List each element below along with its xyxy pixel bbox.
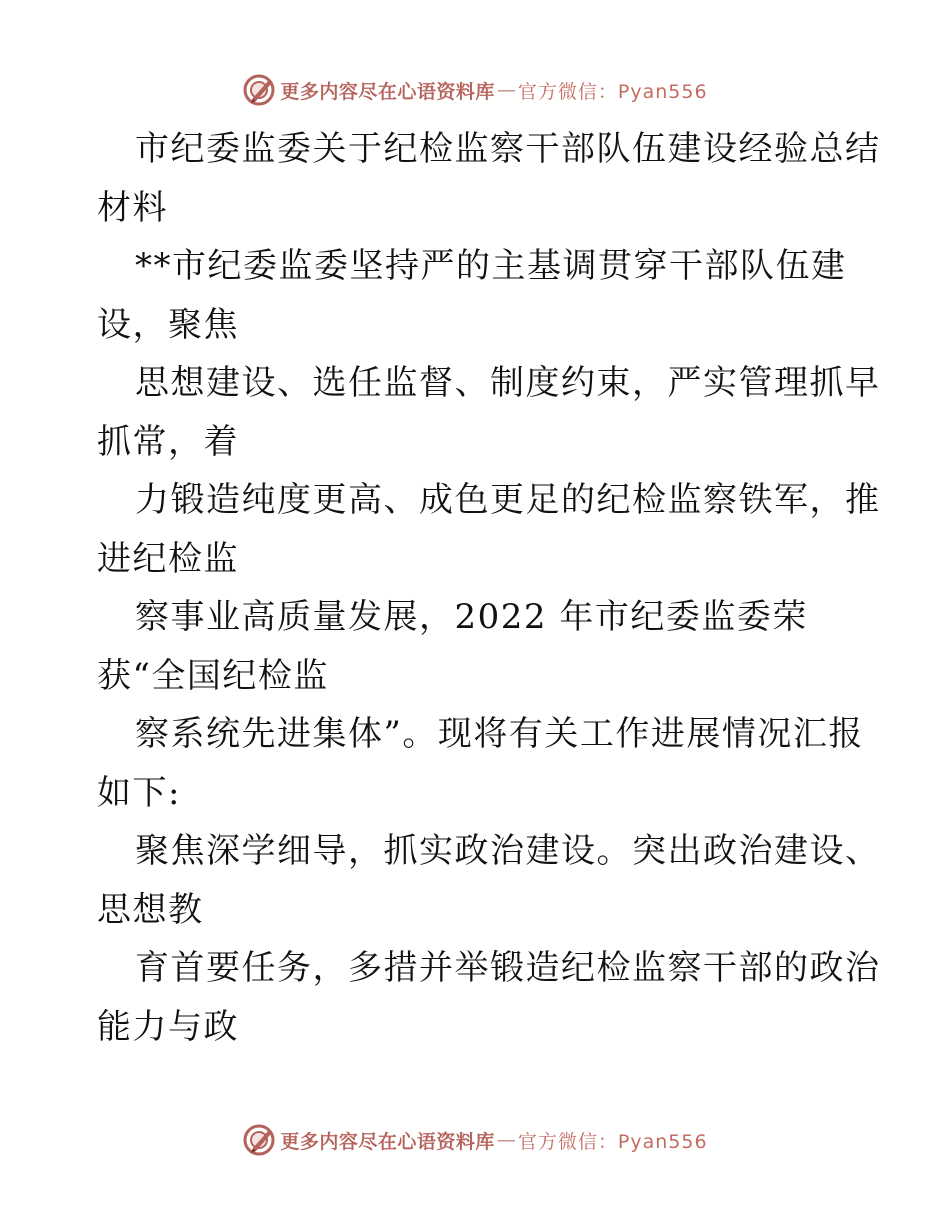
document-body — [97, 120, 881, 1056]
watermark-separator: — — [496, 1129, 516, 1151]
text-line: 材料 — [97, 187, 168, 228]
text-line: 如下: — [97, 772, 181, 813]
text-line: **市纪委监委坚持严的主基调贯穿干部队伍建 — [135, 246, 847, 286]
text-line: 获“全国纪检监 — [97, 655, 329, 696]
pen-logo-icon — [242, 73, 276, 107]
header-watermark — [0, 70, 950, 110]
watermark-official: 官方微信：Pyan556 — [517, 80, 708, 103]
text-line: 思想教 — [97, 889, 204, 930]
text-line: 育首要任务，多措并举锻造纪检监察干部的政治 — [135, 948, 881, 988]
text-line: 设，聚焦 — [97, 304, 239, 345]
watermark-text: 更多内容尽在心语资料库 — [280, 80, 495, 103]
text-line: 思想建设、选任监督、制度约束，严实管理抓早 — [135, 363, 881, 403]
text-line: 察系统先进集体”。现将有关工作进展情况汇报 — [135, 714, 864, 754]
text-line: 抓常，着 — [97, 421, 239, 462]
watermark-text: 更多内容尽在心语资料库 — [280, 1130, 495, 1153]
pen-logo-icon — [242, 1123, 276, 1157]
watermark-separator: — — [496, 79, 516, 101]
text-line: 市纪委监委关于纪检监察干部队伍建设经验总结 — [135, 129, 881, 169]
text-line: 进纪检监 — [97, 538, 239, 579]
footer-watermark — [0, 1120, 950, 1160]
text-line: 力锻造纯度更高、成色更足的纪检监察铁军，推 — [135, 480, 881, 520]
text-line: 能力与政 — [97, 1006, 239, 1047]
watermark-official: 官方微信：Pyan556 — [517, 1130, 708, 1153]
text-line: 察事业高质量发展，2022 年市纪委监委荣 — [135, 597, 808, 637]
text-line: 聚焦深学细导，抓实政治建设。突出政治建设、 — [135, 831, 881, 871]
